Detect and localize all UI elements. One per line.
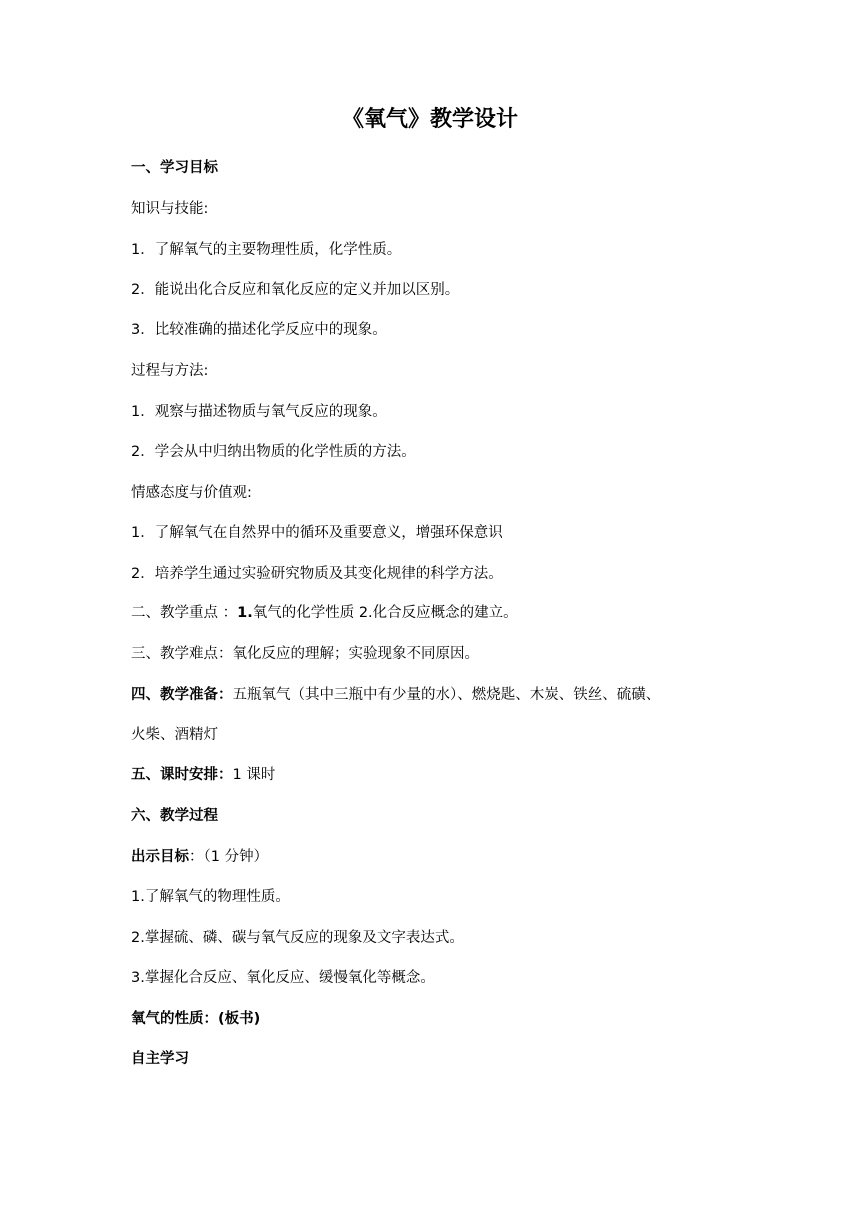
section-2-number: 1. xyxy=(237,605,253,621)
section-3-text: 氧化反应的理解；实验现象不同原因。 xyxy=(232,646,479,662)
emotion-item-1: 1．了解氧气在自然界中的循环及重要意义，增强环保意识 xyxy=(131,525,503,541)
goals-label: 出示目标 xyxy=(131,849,189,865)
section-1-heading: 一、学习目标 xyxy=(131,160,218,176)
section-2-line xyxy=(131,602,771,624)
process-item-1: 1．观察与描述物质与氧气反应的现象。 xyxy=(131,404,387,420)
emotion-values-label: 情感态度与价值观: xyxy=(131,485,252,501)
section-6-heading: 六、教学过程 xyxy=(131,808,218,824)
process-method-label: 过程与方法: xyxy=(131,363,209,379)
section-2-label: 二、教学重点 ： xyxy=(131,605,238,621)
page-title: 《氧气》教学设计 xyxy=(341,107,518,132)
goals-line xyxy=(131,846,771,868)
emotion-item-2: 2．培养学生通过实验研究物质及其变化规律的科学方法。 xyxy=(131,566,503,582)
section-5-label: 五、课时安排： xyxy=(131,767,233,783)
section-4-label: 四、教学准备： xyxy=(131,687,233,703)
knowledge-item-1: 1．了解氧气的主要物理性质，化学性质。 xyxy=(131,242,402,258)
knowledge-item-2: 2．能说出化合反应和氧化反应的定义并加以区别。 xyxy=(131,282,460,298)
section-4-line xyxy=(131,684,771,706)
section-4-continuation: 火柴、酒精灯 xyxy=(131,727,218,743)
process-item-2: 2．学会从中归纳出物质的化学性质的方法。 xyxy=(131,444,416,460)
goal-item-2: 2.掌握硫、磷、碳与氧气反应的现象及文字表达式。 xyxy=(131,930,464,946)
goal-item-1: 1.了解氧气的物理性质。 xyxy=(131,889,290,905)
knowledge-item-3: 3．比较准确的描述化学反应中的现象。 xyxy=(131,322,387,338)
section-2-text: 氧气的化学性质 2.化合反应概念的建立。 xyxy=(252,605,518,621)
section-5-text: 1 课时 xyxy=(232,767,276,783)
oxygen-properties-heading: 氧气的性质：(板书) xyxy=(131,1011,261,1027)
section-5-line xyxy=(131,764,771,786)
goal-item-3: 3.掌握化合反应、氧化反应、缓慢氧化等概念。 xyxy=(131,970,435,986)
goals-time: ：（1 分钟） xyxy=(189,849,269,865)
self-study-heading: 自主学习 xyxy=(131,1051,189,1067)
section-4-text: 五瓶氧气（其中三瓶中有少量的水）、燃烧匙、木炭、铁丝、硫磺、 xyxy=(232,687,661,703)
section-3-label: 三、教学难点： xyxy=(131,646,233,662)
knowledge-skills-label: 知识与技能: xyxy=(131,201,209,217)
section-3-line xyxy=(131,643,771,665)
